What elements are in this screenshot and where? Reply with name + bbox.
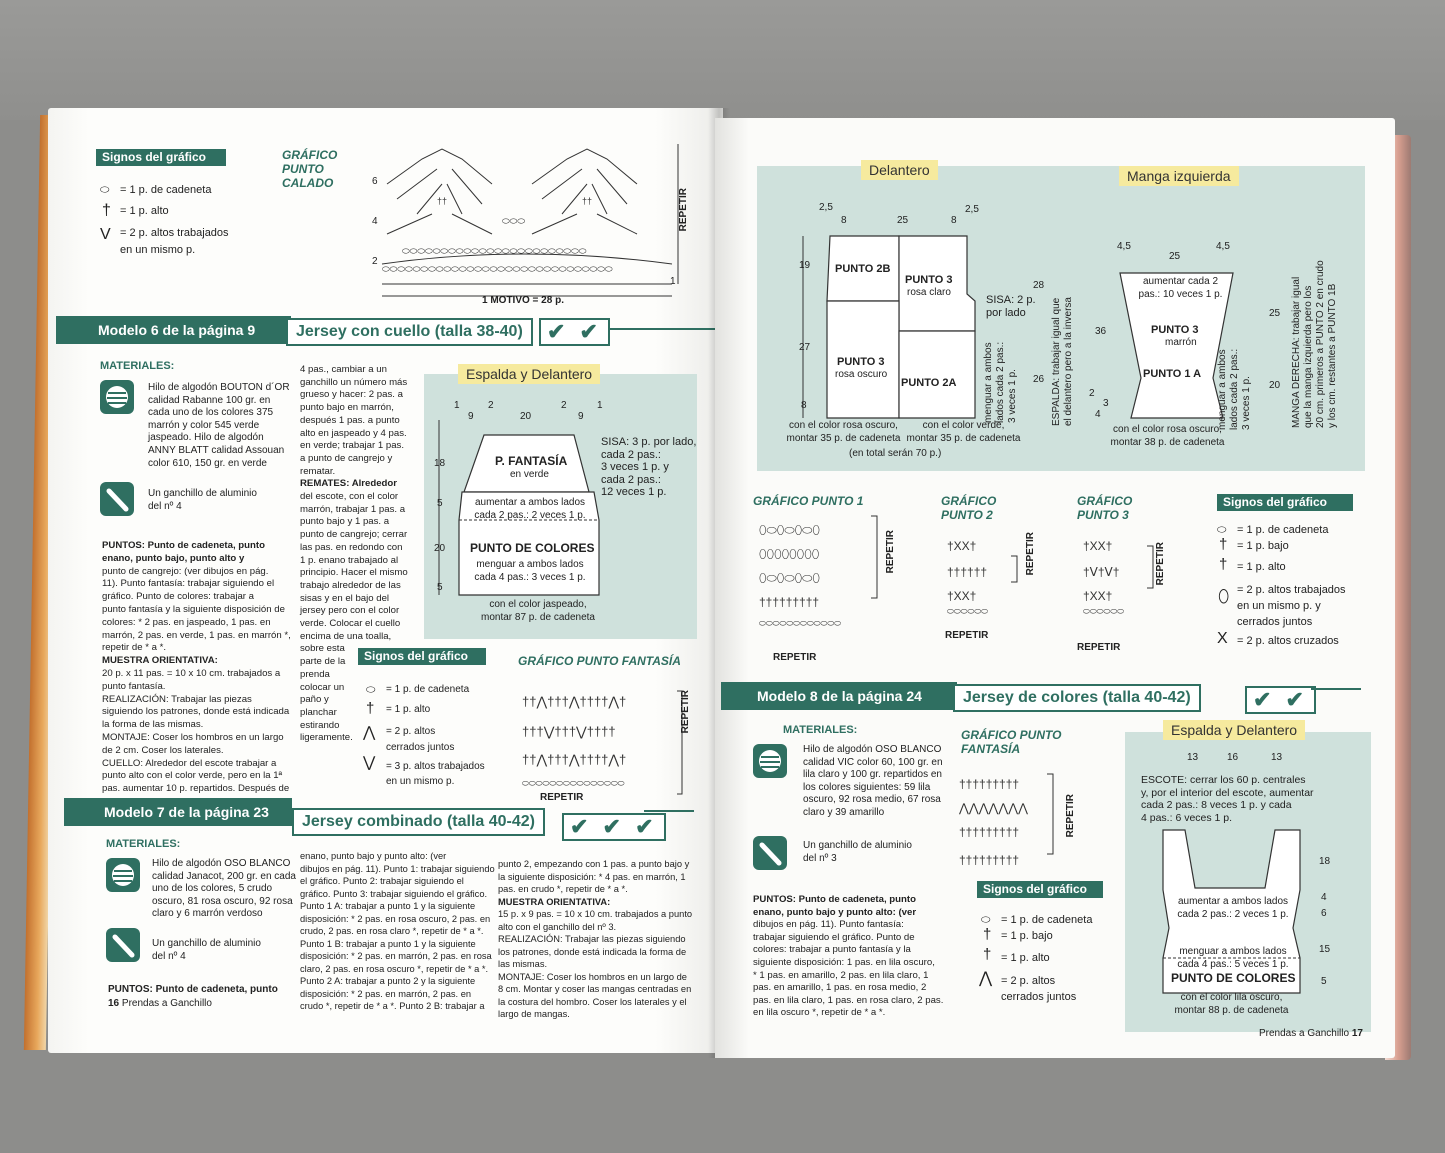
ed-aumentar: aumentar a ambos lados cada 2 pas.: 2 veces 1 p. [1177,896,1289,920]
svg-text:†XX†: †XX† [947,589,977,603]
svg-text:⬭⬭⬭⬭⬭⬭: ⬭⬭⬭⬭⬭⬭ [1083,607,1124,616]
svg-text:⬯⬭⬯⬭⬯⬭⬯: ⬯⬭⬯⬭⬯⬭⬯ [759,571,820,585]
signo-line: = 1 p. de cadeneta [1001,914,1093,926]
dim: 18 [434,458,446,469]
dim: 5 [1321,976,1327,987]
pattern-label: PUNTO 1 A [1143,368,1202,380]
gp2-chart [943,536,1033,616]
dim: 26 [1033,374,1045,385]
man-derecha: MANGA DERECHA: trabajar igual que la manga izquierda pero los 20 cm. primeros a PUNTO 2 en crudo y los cm. restantes a PUNTO 1B [1291,260,1338,428]
dim: 16 [1227,752,1239,763]
modelo6-bar: Modelo 6 de la página 9 [56,316,291,344]
pattern-sublabel: rosa claro [907,287,951,298]
m7-col2: enano, punto bajo y punto alto: (ver dibujos en pág. 11). Punto 1: trabajar siguiendo el gráfico. Punto 2: trabajar siguiendo el gráfico. Punto 3: trabajar siguiendo el gráfico. Punto 1 A: trabajar a punto 1 y la siguiente disposición: * 2 pas. en rosa oscuro, 2 pas. en crudo, 2 pas. en rosa claro *, repetir de * a *. Punto 1 B: trabajar a punto 1 y la siguiente disposición: * 2 pas. en marrón, 2 pas. en rosa claro, 2 pas. en rosa oscuro *, repetir de * a *. Punto 2 A: trabajar a punto 2 y la siguiente disposición: * 2 pas. en marrón, 2 pas. en crudo *, repetir de * a *. Punto 2 B: trabajar a [300,851,495,1011]
svg-text:⬭⬭⬭⬭⬭⬭⬭⬭⬭⬭⬭⬭⬭⬭⬭⬭⬭⬭⬭⬭⬭⬭⬭⬭⬭⬭⬭⬭⬭⬭: ⬭⬭⬭⬭⬭⬭⬭⬭⬭⬭⬭⬭⬭⬭⬭⬭⬭⬭⬭⬭⬭⬭⬭⬭⬭⬭⬭⬭⬭⬭ [382,264,613,274]
m6-hilo: Hilo de algodón BOUTON d´OR calidad Rabanne 100 gr. en cada uno de los colores 375 marrón y color 545 verde jaspeado. Hilo de algodón ANNY BLATT calidad Assouan color 610, 150 gr. en verde [148,382,290,469]
gp1-title: GRÁFICO PUNTO 1 [753,494,864,508]
dim: 19 [799,260,811,271]
signos2-tag: Signos del gráfico [358,648,486,665]
del-espalda: ESPALDA: trabajar igual que el delantero pero a la inversa [1051,297,1074,426]
m7-hilo: Hilo de algodón OSO BLANCO calidad Janacot, 200 gr. en cada uno de los colores, 5 crudo oscuro, 81 rosa oscuro, 92 rosa claro y 6 marrón verdoso [152,858,296,920]
dim: 28 [1033,280,1045,291]
pattern-label: PUNTO DE COLORES [470,541,595,555]
yarn-icon [753,744,787,778]
modelo7-difficulty: ✔ ✔ ✔ [562,813,666,841]
dim: 6 [1321,908,1327,919]
crochet-hook-icon [753,836,787,870]
background [0,0,1445,120]
del-total: (en total serán 70 p.) [849,448,942,459]
dim: 8 [841,215,847,226]
grafico-calado-title: GRÁFICO PUNTO CALADO [282,148,338,190]
signo-line: = 2 p. altos [1001,975,1056,987]
repetir-label: REPETIR [1155,542,1166,586]
signo-line: = 2 p. altos [386,726,436,737]
left-page: Signos del gráfico ⬭ = 1 p. de cadeneta † = 1 p. alto V = 2 p. altos trabajados en un mismo p. GRÁFICO PUNTO CALADO 6 4 2 1 †† †† ⬭⬭⬭ ⬭⬭⬭⬭⬭⬭⬭⬭⬭⬭⬭⬭⬭⬭⬭⬭⬭⬭⬭⬭⬭⬭⬭⬭ ⬭⬭⬭⬭⬭⬭⬭⬭⬭⬭⬭⬭⬭⬭⬭⬭⬭⬭⬭⬭⬭⬭⬭⬭⬭⬭⬭⬭⬭⬭ 1 MOTIVO = 28 p. REPETIR Modelo 6 de la página 9 Jersey con cuello (talla 38-40) ✔ ✔ MATERIALES: Hilo de algodón BOUTON d´OR calidad Rabanne 100 gr. en cada uno de los colores 375 marrón y color 545 verde jaspeado. Hilo de algodón ANNY BLATT calidad Assouan color 610, 150 gr. en verde Un ganchillo de aluminio del nº 4 PUNTOS: Punto de cadeneta, punto enano, punto bajo, punto alto y punto de cangrejo: (ver dibujos en pág. 11). Punto fantasía: trabajar siguiendo el gráfico. Punto de colores: trabajar a punto fantasía y la siguiente disposición de colores: * 2 pas. en jaspeado, 1 pas. en marrón, 2 pas. en verde, 1 pas. en marrón *, repetir de * a *. MUESTRA ORIENTATIVA: 20 p. x 11 pas. = 10 x 10 cm. trabajados a punto fantasía. REALIZACIÓN: Trabajar las piezas siguiendo los patrones, donde está indicada la forma de las mismas. MONTAJE: Coser los hombros en un largo de 2 cm. Coser los laterales. CUELLO: Alrededor del escote trabajar a punto alto con el color verde, pero en la 1ª pas. aumentar 10 p. repartidos. Después de 4 pas., cambiar a un ganchillo un número más grueso y hacer: 2 pas. a punto bajo en marrón, después 1 pas. a punto alto en jaspeado y 4 pas. en verde; trabajar 1 pas. a punto de cangrejo y rematar. REMATES: Alrededor del escote, con el color marrón, trabajar 1 pas. a punto bajo y 1 pas. a punto de cangrejo; cerrar las pas. en redondo con 1 p. enano trabajado al principio. Hacer el mismo trabajo alrededor de las sisas y en el bajo del jersey pero con el color verde. Colocar el cuello encima de una toalla, sobre esta parte de la prenda colocar un paño y planchar estirando ligeramente. Espalda y Delantero 1 2 2 1 9 20 9 18 5 20 5 P. FANTASÍA en verde aumentar a ambos lados cada 2 pas.: 2 veces 1 p. PUNTO DE COLORES menguar a ambos lados cada 4 pas.: 3 veces 1 p. SISA: 3 p. por lado, cada 2 pas.: 3 veces 1 p. y cada 2 pas.: 12 veces 1 p. con el color jaspeado, montar 87 p. de cadeneta Signos del gráfico ⬭ = 1 p. de cadeneta † = 1 p. alto ⋀ = 2 p. altos cerrados juntos ⋁ = 3 p. altos trabajados en un mismo p. GRÁFICO PUNTO FANTASÍA ††⋀†††⋀††††⋀† †††⋁†††⋁†††† ††⋀†††⋀††††⋀† ⬭⬭⬭⬭⬭⬭⬭⬭⬭⬭⬭⬭⬭⬭⬭ REPETIR REPETIR Modelo 7 de la página 23 Jersey combinado (talla 40-42) ✔ ✔ ✔ MATERIALES: Hilo de algodón OSO BLANCO calidad Janacot, 200 gr. en cada uno de los colores, 5 crudo oscuro, 81 rosa oscuro, 92 rosa claro y 6 marrón verdoso Un ganchillo de aluminio del nº 4 PUNTOS: Punto de cadeneta, punto enano, punto bajo y punto alto: (ver dibujos en pág. 11). Punto 1: trabajar siguiendo el gráfico. Punto 2: trabajar siguiendo el gráfico. Punto 3: trabajar siguiendo el gráfico. Punto 1 A: trabajar a punto 1 y la siguiente disposición: * 2 pas. en rosa oscuro, 2 pas. en crudo, 2 pas. en rosa claro *, repetir de * a *. Punto 1 B: trabajar a punto 1 y la siguiente disposición: * 2 pas. en marrón, 2 pas. en rosa claro, 2 pas. en rosa oscuro *, repetir de * a *. Punto 2 A: trabajar a punto 2 y la siguiente disposición: * 2 pas. en marrón, 2 pas. en crudo *, repetir de * a *. Punto 2 B: trabajar a punto 2, empezando con 1 pas. a punto bajo y la siguiente disposición: * 4 pas. en marrón, 1 pas. en crudo *, repetir de * a *. MUESTRA ORIENTATIVA: 15 p. x 9 pas. = 10 x 10 cm. trabajados a punto alto con el ganchillo del nº 3. REALIZACIÓN: Trabajar las piezas siguiendo los patrones, donde está indicada la forma de las mismas. MONTAJE: Coser los hombros en un largo de 8 cm. Montar y coser las mangas centradas en la costura del hombro. Coser los laterales y el largo de mangas. 16 Prendas a Ganchillo [48,108,723,1053]
m6-col2: 4 pas., cambiar a un ganchillo un número más grueso y hacer: 2 pas. a punto bajo en marrón, después 1 pas. a punto alto en jaspeado y 4 pas. en verde; trabajar 1 pas. a punto de cangrejo y rematar. REMATES: Alrededor del escote, con el color marrón, trabajar 1 pas. a punto bajo y 1 pas. a punto de cangrejo; cerrar las pas. en redondo con 1 p. enano trabajado al principio. Hacer el mismo trabajo alrededor de las sisas y en el bajo del jersey pero con el color verde. Colocar el cuello encima de una toalla, sobre esta parte de la prenda colocar un paño y planchar estirando ligeramente. [300,364,408,744]
svg-text:†XX†: †XX† [1083,539,1113,553]
pattern-label: PUNTO DE COLORES [1171,971,1296,985]
dim: 8 [951,215,957,226]
dim: 20 [434,543,446,554]
modelo6-title: Jersey con cuello (talla 38-40) [286,318,533,346]
materiales-heading: MATERIALES: [100,360,175,372]
divider [1311,688,1361,690]
signo-line: = 1 p. alto [1237,561,1286,573]
delantero-pattern [795,226,985,426]
dim: 2,5 [965,204,979,215]
crochet-hook-icon [106,928,140,962]
dim: 5 [437,582,443,593]
divider [610,328,715,330]
svg-text:⬭⬭⬭: ⬭⬭⬭ [502,216,526,226]
dim: 9 [468,411,474,422]
dim: 1 [454,400,460,411]
repetir-label: REPETIR [773,652,817,663]
page-folio-left: 16 Prendas a Ganchillo [108,998,212,1009]
gp3-title: GRÁFICO PUNTO 3 [1077,494,1133,522]
chain-symbol: ⬭ [100,184,110,196]
dim: 9 [578,411,584,422]
crochet-hook-icon [100,482,134,516]
svg-text:⬯⬯⬯⬯⬯⬯⬯⬯: ⬯⬯⬯⬯⬯⬯⬯⬯ [759,547,820,561]
ed-menguar: menguar a ambos lados cada 4 pas.: 3 veces 1 p. [474,559,586,583]
svg-text:⋀⋀⋀⋀⋀⋀⋀: ⋀⋀⋀⋀⋀⋀⋀ [959,801,1028,815]
m8-hilo: Hilo de algodón OSO BLANCO calidad VIC color 60, 100 gr. en lila claro y 100 gr. repartidos en los colores siguientes: 59 lila oscuro, 92 rosa medio, 67 rosa claro y 39 amarillo [803,744,943,818]
espalda-tag: Espalda y Delantero [458,364,600,384]
dim: 2 [561,400,567,411]
pattern-sublabel: rosa oscuro [835,369,888,380]
repetir-label: REPETIR [885,530,896,574]
dim: 25 [897,215,909,226]
gpf-title: GRÁFICO PUNTO FANTASÍA [518,654,681,668]
materiales-heading: MATERIALES: [106,838,181,850]
svg-text:†Ⅴ†Ⅴ†: †Ⅴ†Ⅴ† [1083,565,1120,579]
pattern-label: PUNTO 2B [835,263,891,275]
dim: 2 [1089,388,1095,399]
modelo6-difficulty: ✔ ✔ [539,318,610,346]
repetir-label: REPETIR [1077,642,1121,653]
dim: 4,5 [1117,241,1131,252]
signo-line: = 2 p. altos trabajados [1237,584,1346,596]
dim: 1 [597,400,603,411]
pattern-sublabel: marrón [1165,337,1197,348]
dim: 8 [801,400,807,411]
del-menguar: menguar a ambos lados cada 2 pas.: 3 veces 1 p. [983,341,1018,423]
signo-line: cerrados juntos [1237,616,1313,628]
repetir-label: REPETIR [680,690,691,734]
svg-text:††⋀†††⋀††††⋀†: ††⋀†††⋀††††⋀† [522,752,627,767]
signo-line: = 2 p. altos trabajados [120,227,229,239]
svg-text:††⋀†††⋀††††⋀†: ††⋀†††⋀††††⋀† [522,694,627,709]
dim: 15 [1319,944,1331,955]
signo-line: = 1 p. alto [120,205,169,217]
modelo8-bar: Modelo 8 de la página 24 [721,682,957,710]
dim: 13 [1187,752,1199,763]
motivo-label: 1 MOTIVO = 28 p. [482,295,564,306]
dim: 20 [520,411,532,422]
pattern-label: PUNTO 2A [901,377,957,389]
svg-text:⬭⬭⬭⬭⬭⬭⬭⬭⬭⬭⬭⬭⬭⬭⬭⬭⬭⬭⬭⬭⬭⬭⬭⬭: ⬭⬭⬭⬭⬭⬭⬭⬭⬭⬭⬭⬭⬭⬭⬭⬭⬭⬭⬭⬭⬭⬭⬭⬭ [402,246,587,256]
modelo7-bar: Modelo 7 de la página 23 [64,798,292,826]
svg-text:†XX†: †XX† [947,539,977,553]
signo-line: = 2 p. altos cruzados [1237,635,1339,647]
svg-text:⬯⬭⬯⬭⬯⬭⬯: ⬯⬭⬯⬭⬯⬭⬯ [759,523,820,537]
row-num: 4 [372,216,378,227]
repetir-label: REPETIR [678,188,689,232]
ed-aumentar: aumentar a ambos lados cada 2 pas.: 2 veces 1 p. [474,497,586,521]
signo-line: = 1 p. alto [386,704,431,715]
ed-tag: Espalda y Delantero [1163,720,1305,740]
right-page: Delantero Manga izquierda 2,5 8 25 8 2,5 19 27 8 PUNTO 2B PUNTO 3 rosa claro PUNTO 3 rosa oscuro PUNTO 2A SISA: 2 p. por lado menguar a ambos lados cada 2 pas.: 3 veces 1 p. 28 26 ESPALDA: trabajar igual que el delantero pero a la inversa con el color rosa oscuro, montar 35 p. de cadeneta con el color verde, montar 35 p. de cadeneta (en total serán 70 p.) 4,5 25 4,5 aumentar cada 2 pas.: 10 veces 1 p. PUNTO 3 marrón PUNTO 1 A 36 2 3 4 menguar a ambos lados cada 2 pas.: 3 veces 1 p. 25 20 MANGA DERECHA: trabajar igual que la manga izquierda pero los 20 cm. primeros a PUNTO 2 en crudo y los cm. restantes a PUNTO 1B con el color rosa oscuro, montar 38 p. de cadeneta GRÁFICO PUNTO 1 ⬯⬭⬯⬭⬯⬭⬯ ⬯⬯⬯⬯⬯⬯⬯⬯ ⬯⬭⬯⬭⬯⬭⬯ ††††††††† ⬭⬭⬭⬭⬭⬭⬭⬭⬭⬭⬭⬭ REPETIR REPETIR GRÁFICO PUNTO 2 †XX† †††††† †XX† ⬭⬭⬭⬭⬭⬭ REPETIR REPETIR GRÁFICO PUNTO 3 †XX† †Ⅴ†Ⅴ† †XX† ⬭⬭⬭⬭⬭⬭ REPETIR REPETIR Signos del gráfico ⬭ = 1 p. de cadeneta † = 1 p. bajo † = 1 p. alto ⬯ = 2 p. altos trabajados en un mismo p. y cerrados juntos X = 2 p. altos cruzados Modelo 8 de la página 24 Jersey de colores (talla 40-42) ✔ ✔ MATERIALES: Hilo de algodón OSO BLANCO calidad VIC color 60, 100 gr. en lila claro y 100 gr. repartidos en los colores siguientes: 59 lila oscuro, 92 rosa medio, 67 rosa claro y 39 amarillo Un ganchillo de aluminio del nº 3 GRÁFICO PUNTO FANTASÍA ††††††††† ⋀⋀⋀⋀⋀⋀⋀ ††††††††† ††††††††† REPETIR Signos del gráfico ⬭ = 1 p. de cadeneta † = 1 p. bajo † = 1 p. alto ⋀ = 2 p. altos cerrados juntos PUNTOS: Punto de cadeneta, punto enano, punto bajo y punto alto: (ver dibujos en pág. 11). Punto fantasía: trabajar siguiendo el gráfico. Punto de colores: trabajar a punto fantasía y la siguiente disposición: 1 pas. en lila oscuro, * 1 pas. en amarillo, 2 pas. en lila claro, 1 pas. en amarillo, 1 pas. en rosa medio, 2 pas. en lila claro, 1 pas. en rosa claro, 2 pas. en lila oscuro *, repetir de * a *. Espalda y Delantero 13 16 13 ESCOTE: cerrar los 60 p. centrales y, por el interior del escote, aumentar cada 2 pas.: 8 veces 1 p. y cada 4 pas.: 6 veces 1 p. aumentar a ambos lados cada 2 pas.: 2 veces 1 p. menguar a ambos lados cada 4 pas.: 5 veces 1 p. PUNTO DE COLORES 18 4 6 15 5 con el color lila oscuro, montar 88 p. de cadeneta Prendas a Ganchillo 17 [715,118,1395,1058]
del-sisa: SISA: 2 p. por lado [986,294,1036,319]
dim: 4 [1095,409,1101,420]
repetir-label: REPETIR [945,630,989,641]
divider [644,810,694,812]
m7-col3: punto 2, empezando con 1 pas. a punto bajo y la siguiente disposición: * 4 pas. en marrón, 1 pas. en crudo *, repetir de * a *. MUESTRA ORIENTATIVA: 15 p. x 9 pas. = 10 x 10 cm. trabajados a punto alto con el ganchillo del nº 3. REALIZACIÓN: Trabajar las piezas siguiendo los patrones, donde está indicada la forma de las mismas. MONTAJE: Coser los hombros en un largo de 8 cm. Montar y coser las mangas centradas en la costura del hombro. Coser los laterales y el largo de mangas. [498,859,693,1019]
dim: 2,5 [819,202,833,213]
pattern-label: PUNTO 3 [837,356,885,368]
dim: 4,5 [1216,241,1230,252]
pattern-label: PUNTO 3 [905,274,953,286]
row-num: 6 [372,176,378,187]
pattern-sublabel: en verde [510,469,549,480]
man-menguar: menguar a ambos lados cada 2 pas.: 3 veces 1 p. [1217,348,1252,430]
svg-text:††: †† [582,196,593,206]
dim: 36 [1095,326,1107,337]
dim: 5 [437,498,443,509]
m8-puntos: PUNTOS: Punto de cadeneta, punto enano, punto bajo y punto alto: (ver dibujos en pág. 11). Punto fantasía: trabajar siguiendo el gráfico. Punto de colores: trabajar a punto fantasía y la siguiente disposición: 1 pas. en lila oscuro, * 1 pas. en amarillo, 2 pas. en lila claro, 1 pas. en amarillo, 1 pas. en rosa medio, 2 pas. en lila claro, 1 pas. en rosa claro, 2 pas. en lila oscuro *, repetir de * a *. [753,894,944,1019]
signo-line: = 3 p. altos trabajados [386,761,485,772]
dim: 2 [488,400,494,411]
gpf-title: GRÁFICO PUNTO FANTASÍA [961,728,1062,756]
m6-ganchillo: Un ganchillo de aluminio del nº 4 [148,488,257,512]
repetir-label: REPETIR [1025,532,1036,576]
m7-ganchillo: Un ganchillo de aluminio del nº 4 [152,938,261,962]
svg-text:††††††: †††††† [947,565,988,579]
dim: 27 [799,342,811,353]
dim: 13 [1271,752,1283,763]
fantasia-chart-8 [955,774,1065,874]
gp2-title: GRÁFICO PUNTO 2 [941,494,997,522]
alto-symbol: † [102,202,111,219]
dim: 20 [1269,380,1281,391]
calado-chart [382,144,672,294]
ed-escote: ESCOTE: cerrar los 60 p. centrales y, por el interior del escote, aumentar cada 2 pas.: 8 veces 1 p. y cada 4 pas.: 6 veces 1 p. [1141,774,1314,824]
dim: 4 [1321,892,1327,903]
pattern-label: PUNTO 3 [1151,324,1199,336]
signo-line: cerrados juntos [386,742,455,753]
svg-text:†††††††††: ††††††††† [959,853,1020,867]
signo-line: en un mismo p. [120,244,196,256]
signo-line: cerrados juntos [1001,991,1077,1003]
signos-tag: Signos del gráfico [96,149,226,166]
svg-text:⬭⬭⬭⬭⬭⬭⬭⬭⬭⬭⬭⬭⬭⬭⬭: ⬭⬭⬭⬭⬭⬭⬭⬭⬭⬭⬭⬭⬭⬭⬭ [522,779,625,788]
gp1-chart [759,516,899,631]
m8-ganchillo: Un ganchillo de aluminio del nº 3 [803,840,912,864]
svg-text:†††⋁†††⋁††††: †††⋁†††⋁†††† [522,724,616,739]
signo-line: = 1 p. bajo [1001,930,1053,942]
signo-line: en un mismo p. [386,776,455,787]
modelo8-difficulty: ✔ ✔ [1245,686,1316,714]
row-num: 2 [372,256,378,267]
dim: 25 [1169,251,1181,262]
del-bottom2: con el color verde, montar 35 p. de cadeneta [906,420,1021,444]
dim: 25 [1269,308,1281,319]
v-symbol: V [100,226,111,243]
svg-text:†††††††††: ††††††††† [959,777,1020,791]
signo-line: = 1 p. bajo [1237,540,1289,552]
ed-bottom: con el color lila oscuro, montar 88 p. de cadeneta [1174,992,1289,1016]
man-aumentar: aumentar cada 2 pas.: 10 veces 1 p. [1138,276,1223,300]
ed-sisa: SISA: 3 p. por lado, cada 2 pas.: 3 veces 1 p. y cada 2 pas.: 12 veces 1 p. [601,436,697,499]
signos3-tag: Signos del gráfico [977,881,1103,898]
modelo8-title: Jersey de colores (talla 40-42) [953,684,1201,712]
yarn-icon [106,858,140,892]
repetir-label: REPETIR [1065,794,1076,838]
dim: 18 [1319,856,1331,867]
row-num: 1 [670,276,676,287]
svg-text:†XX†: †XX† [1083,589,1113,603]
signos-tag: Signos del gráfico [1217,494,1353,511]
delantero-tag: Delantero [861,160,938,180]
ed-bottom: con el color jaspeado, montar 87 p. de cadeneta [481,599,595,623]
pattern-label: P. FANTASÍA [495,454,568,468]
modelo7-title: Jersey combinado (talla 40-42) [292,808,545,836]
fantasia-chart [522,686,692,801]
svg-text:†††††††††: ††††††††† [959,825,1020,839]
man-bottom: con el color rosa oscuro, montar 38 p. de cadeneta [1110,424,1225,448]
m6-puntos: PUNTOS: Punto de cadeneta, punto enano, punto bajo, punto alto y punto de cangrejo: (ver dibujos en pág. 11). Punto fantasía: trabajar siguiendo el gráfico. Punto de colores: trabajar a punto fantasía y la siguiente disposición de colores: * 2 pas. en jaspeado, 1 pas. en marrón, 2 pas. en verde, 1 pas. en marrón *, repetir de * a *. MUESTRA ORIENTATIVA: 20 p. x 11 pas. = 10 x 10 cm. trabajados a punto fantasía. REALIZACIÓN: Trabajar las piezas siguiendo los patrones, donde está indicada la forma de las mismas. MONTAJE: Coser los hombros en un largo de 2 cm. Coser los laterales. CUELLO: Alrededor del escote trabajar a punto alto con el color verde, pero en la 1ª pas. aumentar 10 p. repartidos. Después de [102,540,291,795]
svg-text:†††††††††: ††††††††† [759,595,820,609]
ed-menguar: menguar a ambos lados cada 4 pas.: 5 veces 1 p. [1177,946,1289,970]
dim: 3 [1103,398,1109,409]
manga-tag: Manga izquierda [1119,166,1239,186]
signo-line: = 1 p. de cadeneta [120,184,212,196]
signo-line: en un mismo p. y [1237,600,1321,612]
materiales-heading: MATERIALES: [783,724,858,736]
signo-line: = 1 p. de cadeneta [386,684,470,695]
page-folio-right: Prendas a Ganchillo 17 [1259,1028,1363,1039]
svg-text:⬭⬭⬭⬭⬭⬭⬭⬭⬭⬭⬭⬭: ⬭⬭⬭⬭⬭⬭⬭⬭⬭⬭⬭⬭ [759,619,841,628]
repetir-label: REPETIR [540,792,584,803]
signo-line: = 1 p. alto [1001,952,1050,964]
yarn-icon [100,380,134,414]
svg-text:††: †† [437,196,448,206]
del-bottom1: con el color rosa oscuro, montar 35 p. de cadeneta [786,420,901,444]
svg-text:⬭⬭⬭⬭⬭⬭: ⬭⬭⬭⬭⬭⬭ [947,607,988,616]
m7-puntos: PUNTOS: Punto de cadeneta, punto [108,984,278,995]
signo-line: = 1 p. de cadeneta [1237,524,1329,536]
